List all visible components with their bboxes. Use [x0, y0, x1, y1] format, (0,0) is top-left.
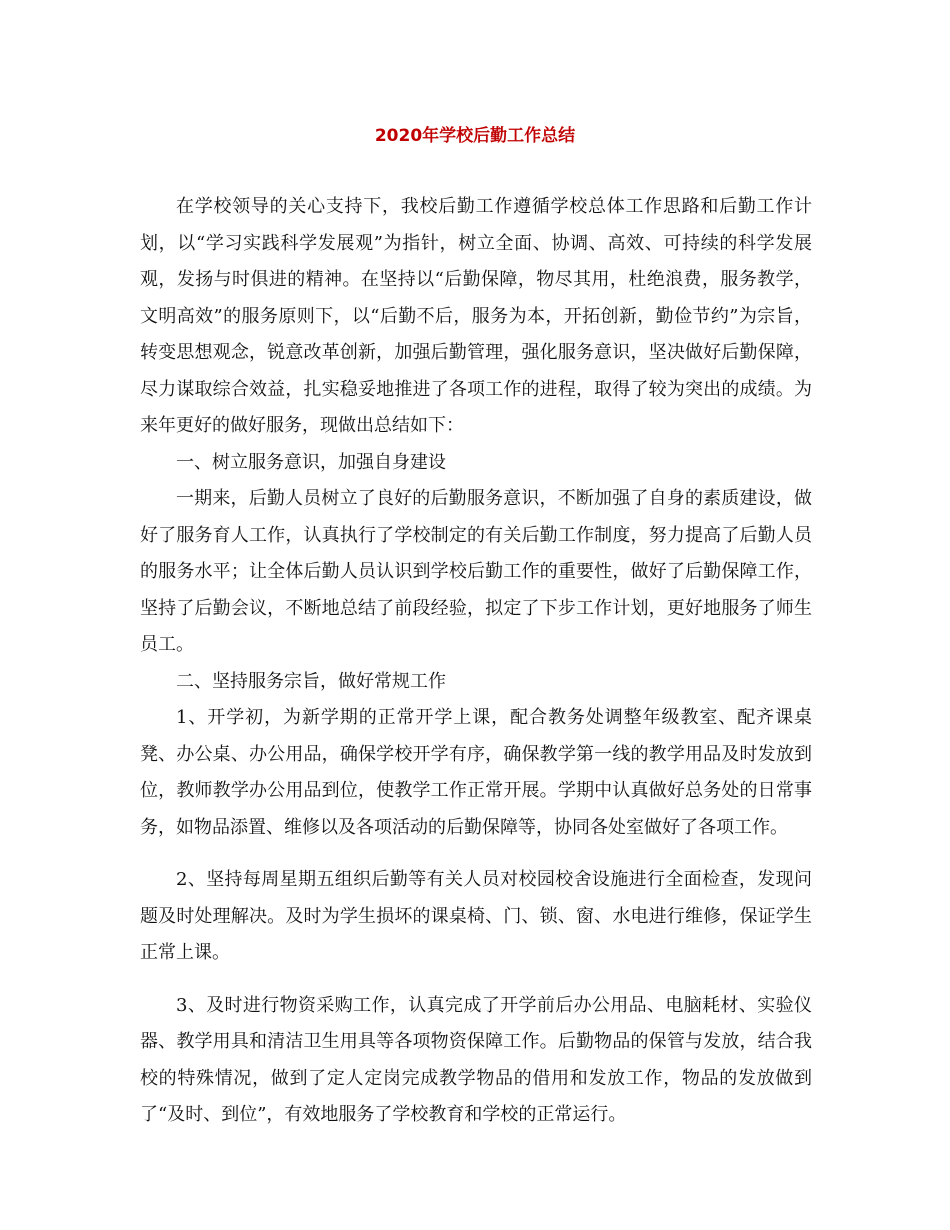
document-title: 2020年学校后勤工作总结	[374, 126, 576, 146]
paragraph-item-2: 2、坚持每周星期五组织后勤等有关人员对校园校舍设施进行全面检查，发现问题及时处理解决。及时为学生损坏的课桌椅、门、锁、窗、水电进行维修，保证学生正常上课。	[140, 869, 812, 963]
paragraph-item-1: 1、开学初，为新学期的正常开学上课，配合教务处调整年级教室、配齐课桌凳、办公桌、办公用品，确保学校开学有序，确保教学第一线的教学用品及时发放到位，教师教学办公用品到位，使教学工作正常开展。学期中认真做好总务处的日常事务，如物品添置、维修以及各项活动的后勤保障等，协同各处室做好了各项工作。	[140, 707, 812, 838]
paragraph-section-1: 一期来，后勤人员树立了良好的后勤服务意识，不断加强了自身的素质建设，做好了服务育人工作，认真执行了学校制定的有关后勤工作制度，努力提高了后勤人员的服务水平；让全体后勤人员认识到学校后勤工作的重要性，做好了后勤保障工作，坚持了后勤会议，不断地总结了前段经验，拟定了下步工作计划，更好地服务了师生员工。	[140, 488, 812, 655]
document-body	[140, 189, 812, 1134]
paragraph-item-3: 3、及时进行物资采购工作，认真完成了开学前后办公用品、电脑耗材、实验仪器、教学用具和清洁卫生用具等各项物资保障工作。后勤物品的保管与发放，结合我校的特殊情况，做到了定人定岗完成教学物品的借用和发放工作，物品的发放做到了“及时、到位”，有效地服务了学校教育和学校的正常运行。	[140, 994, 812, 1125]
paragraph-intro: 在学校领导的关心支持下，我校后勤工作遵循学校总体工作思路和后勤工作计划，以“学习实践科学发展观”为指针，树立全面、协调、高效、可持续的科学发展观，发扬与时俱进的精神。在坚持以“后勤保障，物尽其用，杜绝浪费，服务教学，文明高效”的服务原则下，以“后勤不后，服务为本，开拓创新，勤俭节约”为宗旨，转变思想观念，锐意改革创新，加强后勤管理，强化服务意识，坚决做好后勤保障，尽力谋取综合效益，扎实稳妥地推进了各项工作的进程，取得了较为突出的成绩。为来年更好的做好服务，现做出总结如下：	[140, 196, 812, 436]
section-heading-1: 一、树立服务意识，加强自身建设	[176, 451, 446, 473]
section-heading-2: 二、坚持服务宗旨，做好常规工作	[176, 670, 446, 692]
